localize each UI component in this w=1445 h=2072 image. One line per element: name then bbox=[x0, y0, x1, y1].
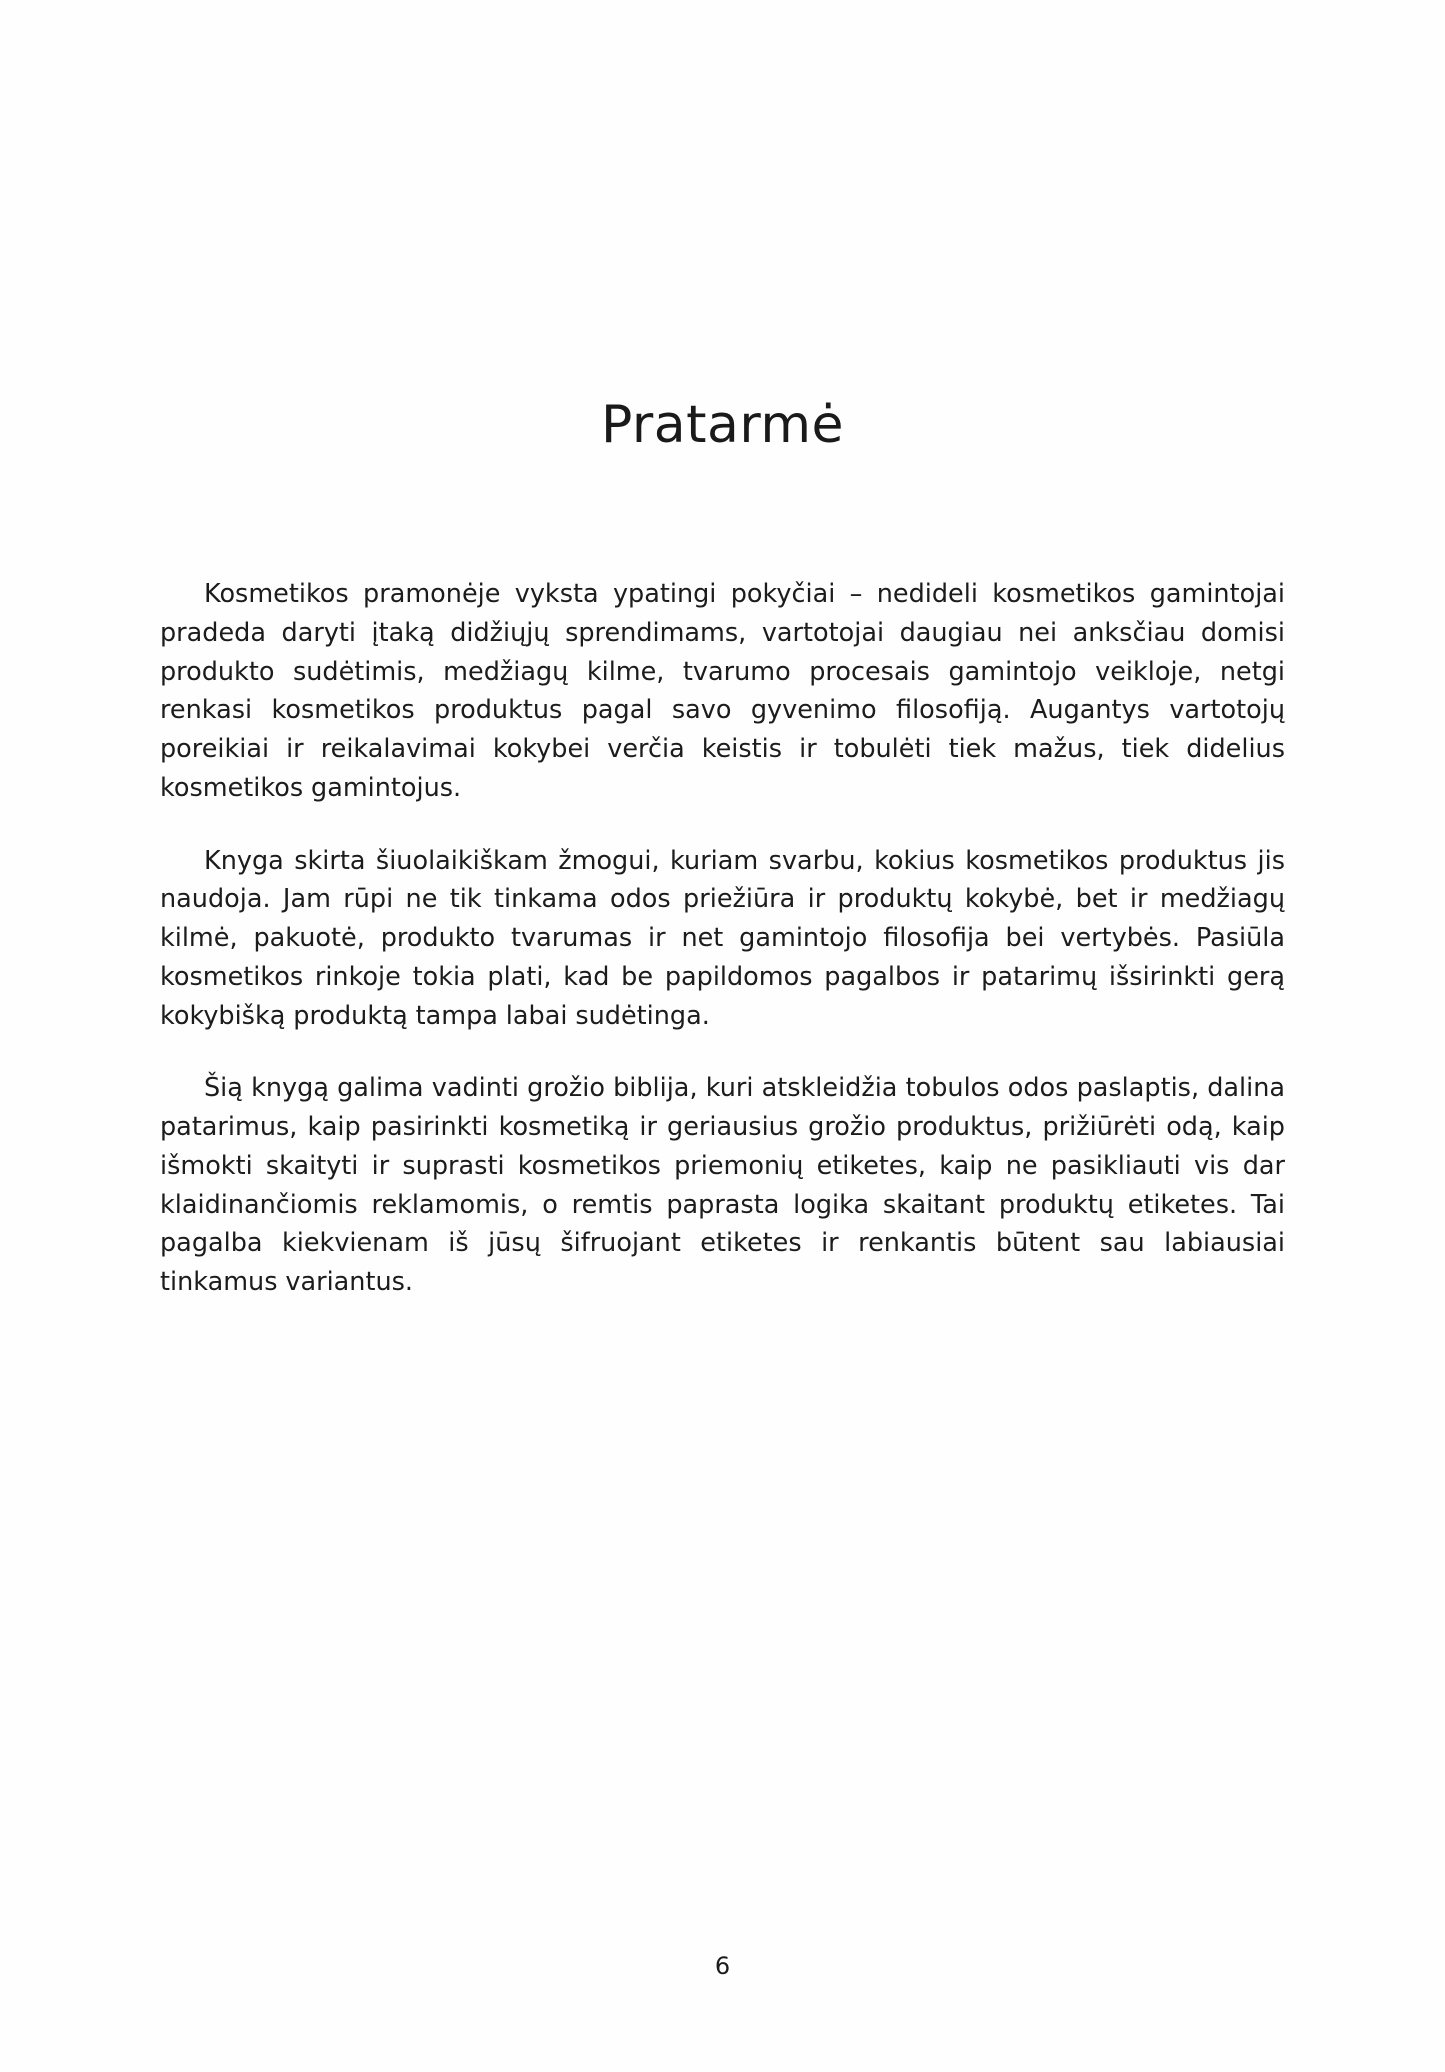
paragraph: Kosmetikos pramonėje vyksta ypatingi pokyčiai – nedideli kosmetikos gamintojai pradeda daryti įtaką didžiųjų sprendimams, vartotojai daugiau nei anksčiau domisi produkto sudėtimis, medžiagų kilme, tvarumo procesais gamintojo veikloje, netgi renkasi kosmetikos produktus pagal savo gyvenimo filosofiją. Augantys vartotojų poreikiai ir reikalavimai kokybei verčia keistis ir tobulėti tiek mažus, tiek didelius kosmetikos gamintojus. bbox=[160, 579, 1285, 803]
page-number: 6 bbox=[714, 1952, 731, 1980]
body-text bbox=[160, 575, 1285, 1302]
paragraph: Knyga skirta šiuolaikiškam žmogui, kuriam svarbu, kokius kosmetikos produktus jis naudoja. Jam rūpi ne tik tinkama odos priežiūra ir produktų kokybė, bet ir medžiagų kilmė, pakuotė, produkto tvarumas ir net gamintojo filosofija bei vertybės. Pasiūla kosmetikos rinkoje tokia plati, kad be papildomos pagalbos ir patarimų išsirinkti gerą kokybišką produktą tampa labai sudėtinga. bbox=[160, 845, 1285, 1031]
paragraph: Šią knygą galima vadinti grožio biblija, kuri atskleidžia tobulos odos paslaptis, dalina patarimus, kaip pasirinkti kosmetiką ir geriausius grožio produktus, prižiūrėti odą, kaip išmokti skaityti ir suprasti kosmetikos priemonių etiketes, kaip ne pasikliauti vis dar klaidinančiomis reklamomis, o remtis paprasta logika skaitant produktų etiketes. Tai pagalba kiekvienam iš jūsų šifruojant etiketes ir renkantis būtent sau labiausiai tinkamus variantus. bbox=[160, 1073, 1285, 1297]
page-content bbox=[160, 0, 1285, 1302]
page-title: Pratarmė bbox=[600, 395, 845, 455]
